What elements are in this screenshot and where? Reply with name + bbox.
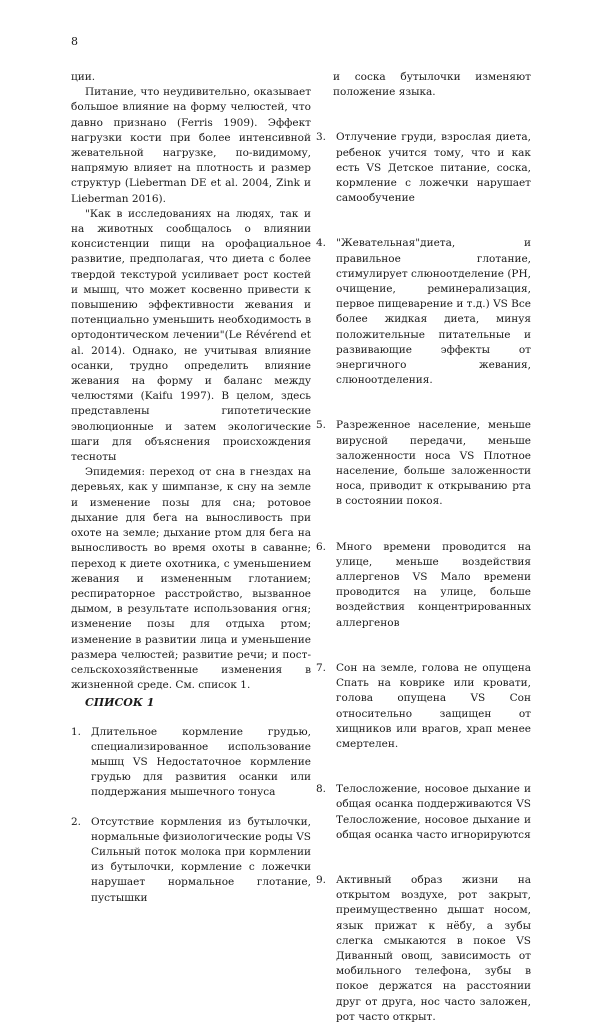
list-item-text: Длительное кормление грудью, специализированное использование мышц VS Недостаточное кормление грудью для развития осанки или поддержания мышечного тонуса	[91, 725, 311, 799]
list-item-text: Разреженное население, меньше вирусной передачи, меньше заложенности носа VS Плотное население, больше заложенности носа, приводит к открыванию рта в состоянии покоя.	[336, 419, 531, 508]
list-item	[71, 815, 311, 906]
list-1	[71, 725, 311, 906]
right-column	[316, 70, 531, 1025]
left-column	[71, 70, 311, 906]
list-item-text: Много времени проводится на улице, меньше воздействия аллергенов VS Мало времени проводится на улице, больше воздействия концентрированных аллергенов	[336, 540, 531, 629]
list-item-number: 7.	[316, 661, 327, 674]
list-item-text: Телосложение, носовое дыхание и общая осанка поддерживаются VS Телосложение, носовое дыхание и общая осанка часто игнорируются	[336, 783, 531, 841]
list-item-number: 3.	[316, 131, 327, 144]
paragraph-continuation: ции.	[71, 71, 96, 83]
list-item	[316, 782, 531, 843]
list-item	[316, 873, 531, 1025]
list-item	[316, 130, 531, 206]
list-item	[316, 236, 531, 388]
list-item-number: 4.	[316, 237, 327, 250]
list-item	[316, 661, 531, 752]
list-item-text: Отсутствие кормления из бутылочки, нормальные физиологические роды VS Сильный поток молока при кормлении из бутылочки, кормление с ложечки нарушает нормальное глотание, пустышки	[91, 815, 311, 904]
list-item-number: 5.	[316, 419, 327, 432]
list-item-number: 2.	[71, 815, 82, 828]
paragraph-nutrition: Питание, что неудивительно, оказывает большое влияние на форму челюстей, что давно признано (Ferris 1909). Эффект нагрузки кости при более интенсивной жевательной нагрузке, по-видимому, напрямую влияет на плотность и размер структур (Lieberman DE et al. 2004, Zink и Lieberman 2016).	[71, 86, 311, 205]
list-item	[316, 540, 531, 631]
list-item-text: "Жевательная"диета, и правильное глотание, стимулирует слюноотделение (PH, очищение, реминерализация, первое пищеварение и т.д.) VS Все более жидкая диета, минуя положительные питательные и развивающие эффекты от энергичного жевания, слюноотделения.	[336, 237, 531, 387]
list-item-continuation: и соска бутылочки изменяют положение языка.	[333, 71, 531, 99]
list-item-text: Активный образ жизни на открытом воздухе, рот закрыт, преимущественно дышат носом, язык прижат к нёбу, а зубы слегка смыкаются в покое VS Диванный овощ, зависимость от мобильного телефона, зубы в покое держатся на расстоянии друг от друга, нос часто заложен, рот часто открыт.	[336, 873, 531, 1023]
list-1-continued	[316, 130, 531, 1025]
page-number: 8	[71, 35, 78, 48]
list-item-text: Сон на земле, голова не опущена Спать на коврике или кровати, голова опущена VS Сон относительно защищен от хищников или врагов, храп менее смертелен.	[336, 661, 531, 750]
list-heading: СПИСОК 1	[85, 696, 155, 710]
list-item-number: 1.	[71, 725, 82, 738]
paragraph-quote: "Как в исследованиях на людях, так и на животных сообщалось о влиянии консистенции пищи на орофациальное развитие, предполагая, что диета с более твердой текстурой усиливает рост костей и мышц, что может косвенно привести к повышению эффективности жевания и потенциально уменьшить необходимость в ортодонтическом лечении"(Le Révérend et al. 2014). Однако, не учитывая влияние осанки, трудно определить влияние жевания на форму и баланс между челюстями (Kaifu 1997). В целом, здесь представлены гипотетические эволюционные и затем экологические шаги для объяснения происхождения тесноты	[71, 207, 311, 464]
list-item	[316, 418, 531, 509]
list-item	[71, 725, 311, 801]
list-item-text: Отлучение груди, взрослая диета, ребенок учится тому, что и как есть VS Детское питание, соска, кормление с ложечки нарушает самообучение	[336, 131, 531, 205]
list-item-number: 8.	[316, 783, 327, 796]
paragraph-epidemic: Эпидемия: переход от сна в гнездах на деревьях, как у шимпанзе, к сну на земле и изменение позы для сна; ротовое дыхание для бега на выносливость при охоте на земле; дыхание ртом для бега на выносливость во время охоты в саванне; переход к диете охотника, с уменьшением жевания и измененным глотанием; респираторное расстройство, вызванное дымом, в результате использования огня; изменение позы для отдыха ртом; изменение в развитии лица и уменьшение размера челюстей; развитие речи; и пост-сельскохозяйственные изменения в жизненной среде. См. список 1.	[71, 466, 311, 692]
list-item-number: 9.	[316, 873, 327, 886]
list-item-number: 6.	[316, 540, 327, 553]
